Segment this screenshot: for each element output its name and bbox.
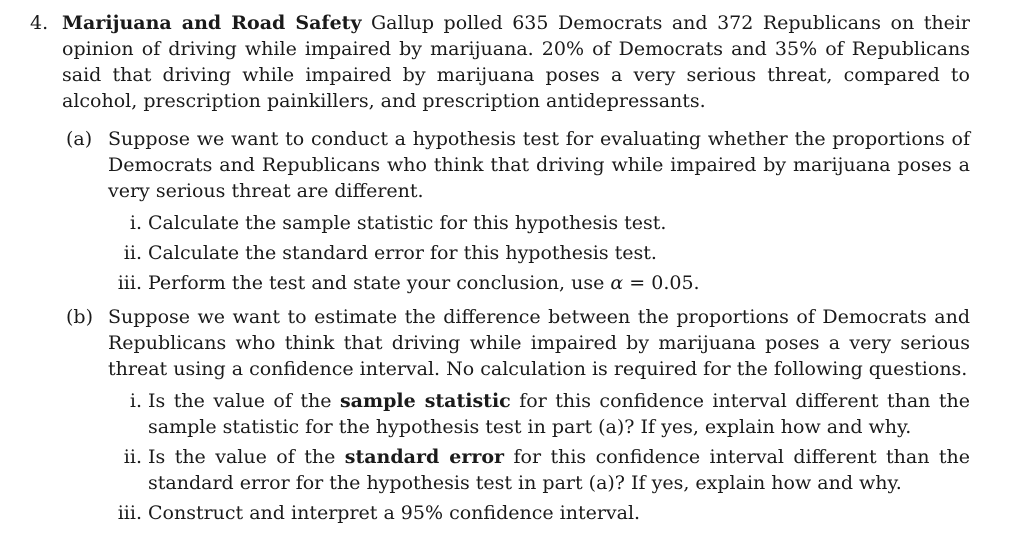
- problem-header: [30, 10, 970, 114]
- problem-4: [30, 10, 970, 530]
- part-b-item-ii: [106, 444, 970, 496]
- part-b: [66, 304, 970, 382]
- part-a-items: [106, 210, 970, 296]
- item-label: ii.: [123, 242, 142, 264]
- item-bold-term: standard error: [344, 446, 505, 468]
- item-label: i.: [129, 390, 142, 412]
- item-bold-term: sample statistic: [339, 390, 511, 412]
- item-text-after: = 0.05.: [623, 272, 700, 294]
- item-text: [148, 444, 970, 496]
- item-text: Construct and interpret a 95% confidence interval.: [148, 502, 641, 524]
- item-text: [148, 270, 970, 296]
- item-text-before: Is the value of the: [148, 446, 345, 468]
- item-text-after: for this confidence interval different than the standard error for the hypothesis test in part (a)? If yes, explain how and why.: [148, 446, 970, 494]
- part-b-label: (b): [66, 306, 93, 328]
- part-a-text: Suppose we want to conduct a hypothesis test for evaluating whether the proportions of Democrats and Republicans who think that driving while impaired by marijuana poses a very serious threat are different.: [108, 128, 970, 202]
- item-text: Calculate the sample statistic for this hypothesis test.: [148, 212, 667, 234]
- part-b-items: [106, 388, 970, 526]
- item-text-after: for this confidence interval different than the sample statistic for the hypothesis test in part (a)? If yes, explain how and why.: [148, 390, 970, 438]
- item-label: ii.: [123, 446, 142, 468]
- item-label: iii.: [117, 502, 142, 524]
- item-text: [148, 388, 970, 440]
- problem-statement: [62, 10, 970, 114]
- part-a-item-ii: [106, 240, 970, 266]
- part-a: [66, 126, 970, 204]
- part-b-text: Suppose we want to estimate the difference between the proportions of Democrats and Republicans who think that driving while impaired by marijuana poses a very serious threat using a confidence interval. No calculation is required for the following questions.: [108, 306, 970, 380]
- part-a-label: (a): [66, 128, 93, 150]
- part-b-item-iii: [106, 500, 970, 526]
- problem-number: 4.: [30, 12, 49, 34]
- problem-parts: [66, 126, 970, 526]
- part-b-body: [108, 304, 970, 382]
- part-b-item-i: [106, 388, 970, 440]
- alpha-symbol: α: [610, 272, 624, 294]
- item-label: iii.: [117, 272, 142, 294]
- part-a-item-i: [106, 210, 970, 236]
- part-a-item-iii: [106, 270, 970, 296]
- part-a-body: [108, 126, 970, 204]
- item-text: Calculate the standard error for this hypothesis test.: [148, 242, 657, 264]
- item-text-before: Perform the test and state your conclusion, use: [148, 272, 611, 294]
- problem-title: Marijuana and Road Safety: [62, 12, 362, 34]
- item-label: i.: [129, 212, 142, 234]
- problem-intro: Gallup polled 635 Democrats and 372 Republicans on their opinion of driving while impaired by marijuana. 20% of Democrats and 35% of Republicans said that driving while impaired by marijuana poses a very serious threat, compared to alcohol, prescription painkillers, and prescription antidepressants.: [62, 12, 970, 112]
- item-text-before: Is the value of the: [148, 390, 340, 412]
